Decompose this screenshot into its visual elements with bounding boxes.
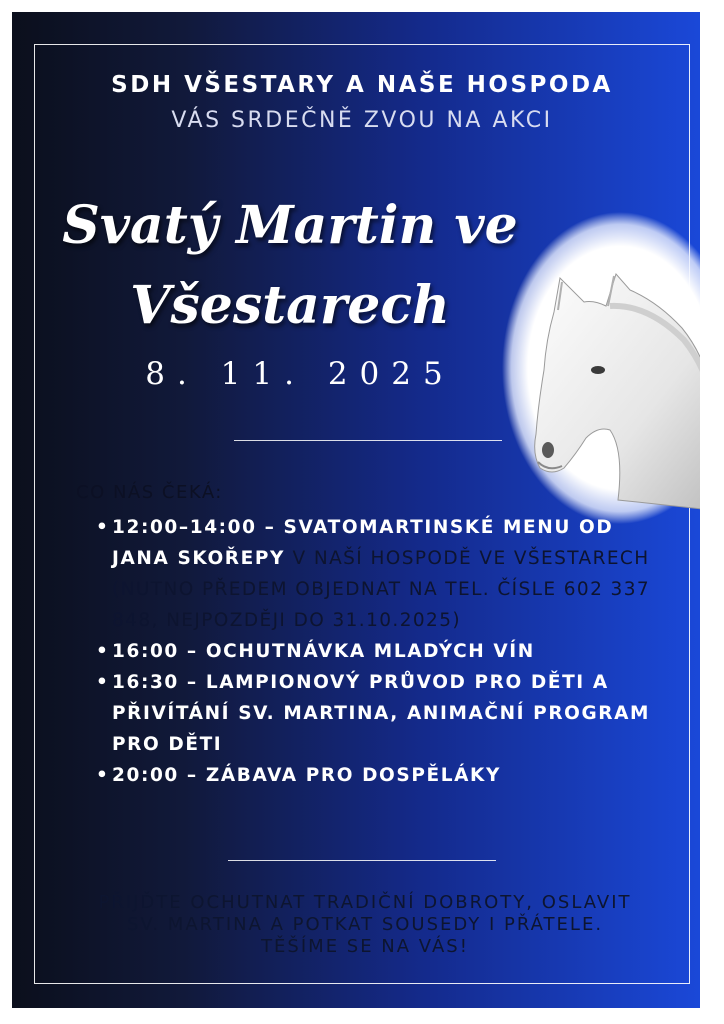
footer-line: PŘIJĎTE OCHUTNAT TRADIČNÍ DOBROTY, OSLAVIT xyxy=(98,892,632,913)
footer-message xyxy=(70,892,660,958)
event-date: 8. 11. 2025 xyxy=(145,356,455,392)
program-item-detail: V NAŠÍ HOSPODĚ VE VŠESTARECH (NUTNO PŘEDEM OBJEDNAT NA TEL. ČÍSLE 602 337 848, NEJPOZDĚJI DO 31.10.2025) xyxy=(112,548,651,631)
divider-top xyxy=(234,440,502,441)
event-title-line2: Všestarech xyxy=(130,275,450,336)
bullet: • xyxy=(96,517,110,538)
program-title: CO NÁS ČEKÁ: xyxy=(76,482,223,503)
footer-line: SV. MARTINA A POTKAT SOUSEDY I PŘÁTELE. xyxy=(126,914,604,935)
program-list xyxy=(96,512,656,791)
program-item xyxy=(96,760,656,791)
divider-bottom xyxy=(228,860,496,861)
program-item xyxy=(96,512,656,636)
program-item-title: 16:00 – OCHUTNÁVKA MLADÝCH VÍN xyxy=(112,641,535,662)
event-title xyxy=(40,186,540,346)
header-invitation: VÁS SRDEČNĚ ZVOU NA AKCI xyxy=(171,108,553,133)
event-title-line1: Svatý Martin ve xyxy=(62,195,518,256)
bullet: • xyxy=(96,672,110,693)
poster xyxy=(12,12,700,1008)
program-item xyxy=(96,667,656,760)
program-item-title: 16:30 – LAMPIONOVÝ PRŮVOD PRO DĚTI A PŘIVÍTÁNÍ SV. MARTINA, ANIMAČNÍ PROGRAM PRO DĚTI xyxy=(112,672,651,755)
bullet: • xyxy=(96,641,110,662)
footer-line: TĚŠÍME SE NA VÁS! xyxy=(261,936,469,957)
program-item-title: 12:00–14:00 – SVATOMARTINSKÉ MENU OD JANA SKOŘEPY xyxy=(112,517,614,569)
program-item-title: 20:00 – ZÁBAVA PRO DOSPĚLÁKY xyxy=(112,765,501,786)
header-organizers: SDH VŠESTARY A NAŠE HOSPODA xyxy=(111,72,613,98)
bullet: • xyxy=(96,765,110,786)
program-item xyxy=(96,636,656,667)
